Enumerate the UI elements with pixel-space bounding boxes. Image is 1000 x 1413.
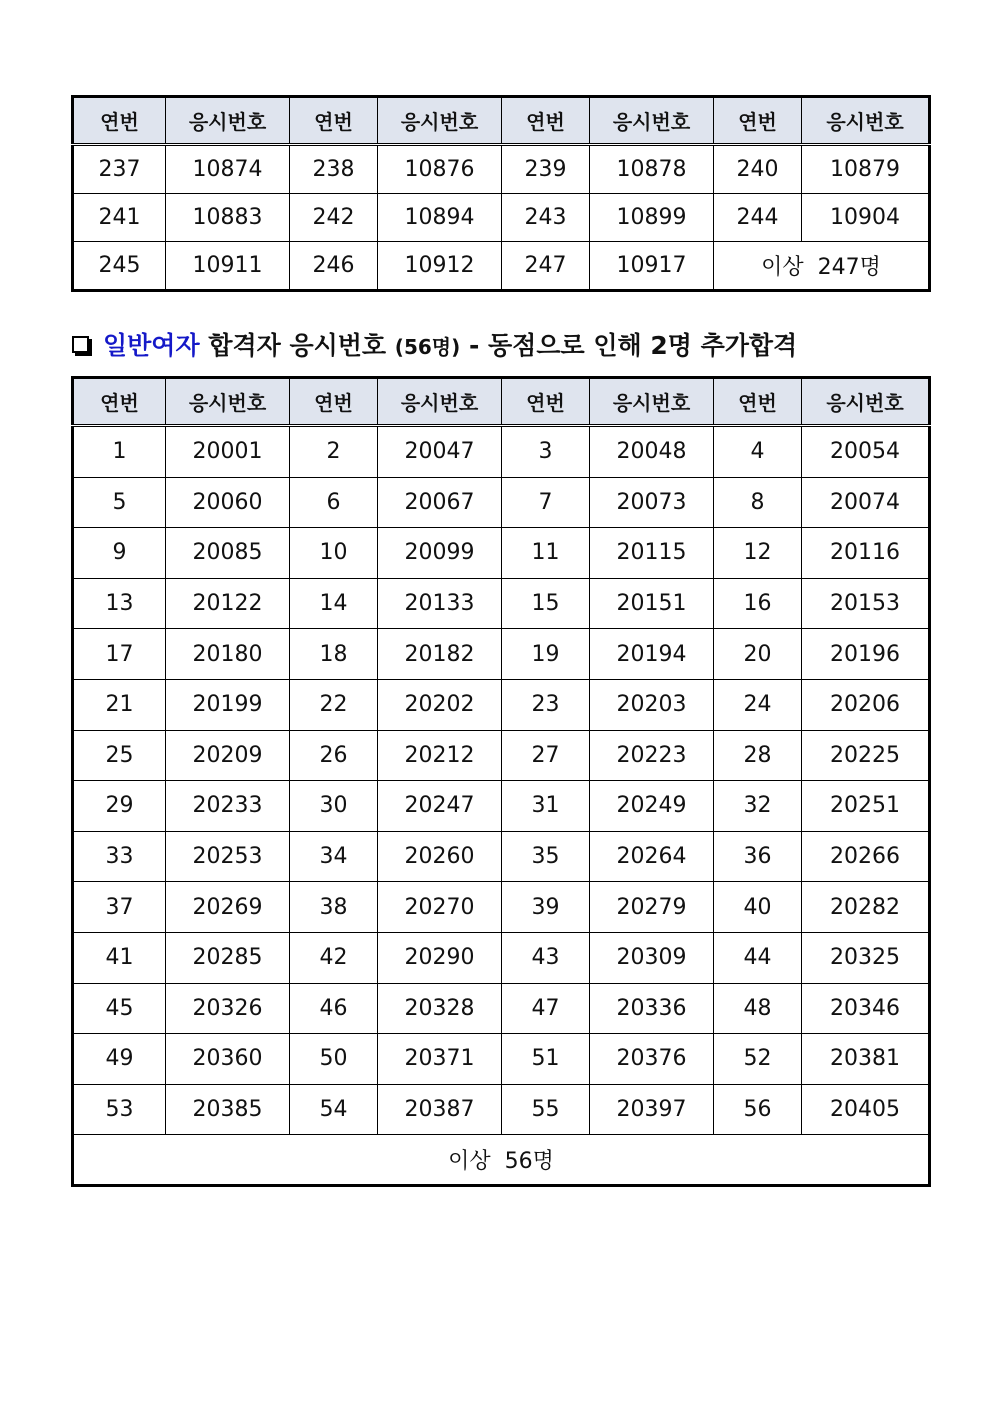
table-row: [73, 242, 930, 291]
section-title: 합격자 응시번호: [199, 331, 387, 360]
exam-number-cell: 20048: [590, 426, 714, 478]
serial-cell: 8: [714, 477, 802, 528]
serial-cell: 13: [73, 578, 166, 629]
table-row: [73, 528, 930, 579]
serial-cell: 50: [290, 1034, 378, 1085]
exam-number-cell: 20290: [378, 932, 502, 983]
exam-number-cell: 20336: [590, 983, 714, 1034]
serial-cell: 7: [502, 477, 590, 528]
header-serial: 연번: [73, 97, 166, 145]
serial-cell: 48: [714, 983, 802, 1034]
exam-number-cell: 20209: [166, 730, 290, 781]
serial-cell: 42: [290, 932, 378, 983]
exam-number-cell: 20194: [590, 629, 714, 680]
serial-cell: 6: [290, 477, 378, 528]
serial-cell: 11: [502, 528, 590, 579]
exam-number-cell: 20346: [802, 983, 930, 1034]
header-serial: 연번: [502, 97, 590, 145]
serial-cell: 21: [73, 679, 166, 730]
exam-number-cell: 20282: [802, 882, 930, 933]
serial-cell: 29: [73, 781, 166, 832]
exam-number-cell: 20360: [166, 1034, 290, 1085]
exam-number-cell: 20047: [378, 426, 502, 478]
serial-cell: 17: [73, 629, 166, 680]
exam-number-cell: 20233: [166, 781, 290, 832]
table-header-row: [73, 378, 930, 426]
serial-cell: 28: [714, 730, 802, 781]
section-count: (56명): [394, 335, 461, 359]
section-heading: [72, 330, 932, 362]
exam-number-cell: 20223: [590, 730, 714, 781]
serial-cell: 19: [502, 629, 590, 680]
header-exam-number: 응시번호: [590, 97, 714, 145]
exam-number-cell: 20153: [802, 578, 930, 629]
serial-cell: 43: [502, 932, 590, 983]
exam-number-cell: 20133: [378, 578, 502, 629]
serial-cell: 34: [290, 831, 378, 882]
serial-cell: 56: [714, 1084, 802, 1135]
exam-number-cell: 10883: [166, 194, 290, 242]
serial-cell: 25: [73, 730, 166, 781]
serial-cell: 243: [502, 194, 590, 242]
table-row: [73, 426, 930, 478]
serial-cell: 38: [290, 882, 378, 933]
exam-number-cell: 20251: [802, 781, 930, 832]
serial-cell: 39: [502, 882, 590, 933]
header-serial: 연번: [290, 97, 378, 145]
exam-number-cell: 10876: [378, 145, 502, 194]
serial-cell: 242: [290, 194, 378, 242]
exam-number-cell: 20376: [590, 1034, 714, 1085]
header-exam-number: 응시번호: [378, 378, 502, 426]
header-exam-number: 응시번호: [802, 378, 930, 426]
serial-cell: 53: [73, 1084, 166, 1135]
exam-number-cell: 20225: [802, 730, 930, 781]
serial-cell: 16: [714, 578, 802, 629]
exam-number-cell: 10874: [166, 145, 290, 194]
results-table-female: [71, 376, 931, 1187]
serial-cell: 3: [502, 426, 590, 478]
serial-cell: 46: [290, 983, 378, 1034]
header-serial: 연번: [290, 378, 378, 426]
serial-cell: 35: [502, 831, 590, 882]
exam-number-cell: 20270: [378, 882, 502, 933]
serial-cell: 30: [290, 781, 378, 832]
exam-number-cell: 20182: [378, 629, 502, 680]
exam-number-cell: 20206: [802, 679, 930, 730]
table-row: [73, 882, 930, 933]
exam-number-cell: 20253: [166, 831, 290, 882]
serial-cell: 2: [290, 426, 378, 478]
exam-number-cell: 20203: [590, 679, 714, 730]
serial-cell: 247: [502, 242, 590, 291]
section-category: 일반여자: [103, 331, 200, 360]
header-exam-number: 응시번호: [802, 97, 930, 145]
serial-cell: 240: [714, 145, 802, 194]
serial-cell: 10: [290, 528, 378, 579]
exam-number-cell: 20054: [802, 426, 930, 478]
serial-cell: 23: [502, 679, 590, 730]
serial-cell: 238: [290, 145, 378, 194]
serial-cell: 54: [290, 1084, 378, 1135]
table-header-row: [73, 97, 930, 145]
table-row: [73, 194, 930, 242]
results-table-top: [71, 95, 931, 292]
serial-cell: 36: [714, 831, 802, 882]
exam-number-cell: 20085: [166, 528, 290, 579]
exam-number-cell: 20199: [166, 679, 290, 730]
serial-cell: 241: [73, 194, 166, 242]
exam-number-cell: 20073: [590, 477, 714, 528]
serial-cell: 27: [502, 730, 590, 781]
exam-number-cell: 20202: [378, 679, 502, 730]
serial-cell: 239: [502, 145, 590, 194]
exam-number-cell: 20325: [802, 932, 930, 983]
serial-cell: 244: [714, 194, 802, 242]
serial-cell: 45: [73, 983, 166, 1034]
table-row: [73, 629, 930, 680]
checkbox-icon: [72, 336, 89, 353]
exam-number-cell: 20405: [802, 1084, 930, 1135]
table-row: [73, 781, 930, 832]
table-row: [73, 1084, 930, 1135]
serial-cell: 1: [73, 426, 166, 478]
serial-cell: 9: [73, 528, 166, 579]
table-row: [73, 730, 930, 781]
exam-number-cell: 20116: [802, 528, 930, 579]
header-serial: 연번: [714, 97, 802, 145]
header-exam-number: 응시번호: [166, 97, 290, 145]
exam-number-cell: 20371: [378, 1034, 502, 1085]
exam-number-cell: 20074: [802, 477, 930, 528]
table-row: [73, 831, 930, 882]
exam-number-cell: 20196: [802, 629, 930, 680]
table-row: [73, 145, 930, 194]
serial-cell: 24: [714, 679, 802, 730]
exam-number-cell: 10879: [802, 145, 930, 194]
serial-cell: 52: [714, 1034, 802, 1085]
exam-number-cell: 20180: [166, 629, 290, 680]
serial-cell: 14: [290, 578, 378, 629]
exam-number-cell: 20269: [166, 882, 290, 933]
exam-number-cell: 20115: [590, 528, 714, 579]
serial-cell: 4: [714, 426, 802, 478]
header-exam-number: 응시번호: [590, 378, 714, 426]
exam-number-cell: 20060: [166, 477, 290, 528]
serial-cell: 15: [502, 578, 590, 629]
exam-number-cell: 20279: [590, 882, 714, 933]
exam-number-cell: 20151: [590, 578, 714, 629]
section-note: - 동점으로 인해 2명 추가합격: [460, 331, 798, 360]
serial-cell: 40: [714, 882, 802, 933]
exam-number-cell: 20385: [166, 1084, 290, 1135]
serial-cell: 31: [502, 781, 590, 832]
exam-number-cell: 10904: [802, 194, 930, 242]
exam-number-cell: 20387: [378, 1084, 502, 1135]
serial-cell: 47: [502, 983, 590, 1034]
exam-number-cell: 20326: [166, 983, 290, 1034]
exam-number-cell: 20381: [802, 1034, 930, 1085]
exam-number-cell: 20328: [378, 983, 502, 1034]
serial-cell: 12: [714, 528, 802, 579]
exam-number-cell: 20285: [166, 932, 290, 983]
table-row: [73, 679, 930, 730]
table-row: [73, 578, 930, 629]
serial-cell: 245: [73, 242, 166, 291]
table-row: [73, 1034, 930, 1085]
table-row: [73, 477, 930, 528]
serial-cell: 55: [502, 1084, 590, 1135]
exam-number-cell: 20001: [166, 426, 290, 478]
exam-number-cell: 20264: [590, 831, 714, 882]
exam-number-cell: 10912: [378, 242, 502, 291]
exam-number-cell: 10911: [166, 242, 290, 291]
exam-number-cell: 10899: [590, 194, 714, 242]
serial-cell: 32: [714, 781, 802, 832]
header-serial: 연번: [714, 378, 802, 426]
table-row: [73, 983, 930, 1034]
serial-cell: 49: [73, 1034, 166, 1085]
exam-number-cell: 20260: [378, 831, 502, 882]
header-exam-number: 응시번호: [378, 97, 502, 145]
serial-cell: 20: [714, 629, 802, 680]
exam-number-cell: 20266: [802, 831, 930, 882]
serial-cell: 5: [73, 477, 166, 528]
table-footer-row: [73, 1135, 930, 1186]
header-serial: 연번: [73, 378, 166, 426]
exam-number-cell: 20397: [590, 1084, 714, 1135]
exam-number-cell: 20249: [590, 781, 714, 832]
total-count: 이상 247명: [714, 242, 930, 291]
header-serial: 연번: [502, 378, 590, 426]
serial-cell: 237: [73, 145, 166, 194]
serial-cell: 22: [290, 679, 378, 730]
serial-cell: 33: [73, 831, 166, 882]
header-exam-number: 응시번호: [166, 378, 290, 426]
serial-cell: 37: [73, 882, 166, 933]
exam-number-cell: 10878: [590, 145, 714, 194]
exam-number-cell: 20212: [378, 730, 502, 781]
exam-number-cell: 20122: [166, 578, 290, 629]
serial-cell: 18: [290, 629, 378, 680]
exam-number-cell: 10894: [378, 194, 502, 242]
serial-cell: 51: [502, 1034, 590, 1085]
serial-cell: 41: [73, 932, 166, 983]
total-count: 이상 56명: [73, 1135, 930, 1186]
table-row: [73, 932, 930, 983]
exam-number-cell: 20067: [378, 477, 502, 528]
serial-cell: 26: [290, 730, 378, 781]
serial-cell: 246: [290, 242, 378, 291]
exam-number-cell: 20309: [590, 932, 714, 983]
exam-number-cell: 20247: [378, 781, 502, 832]
exam-number-cell: 10917: [590, 242, 714, 291]
serial-cell: 44: [714, 932, 802, 983]
exam-number-cell: 20099: [378, 528, 502, 579]
